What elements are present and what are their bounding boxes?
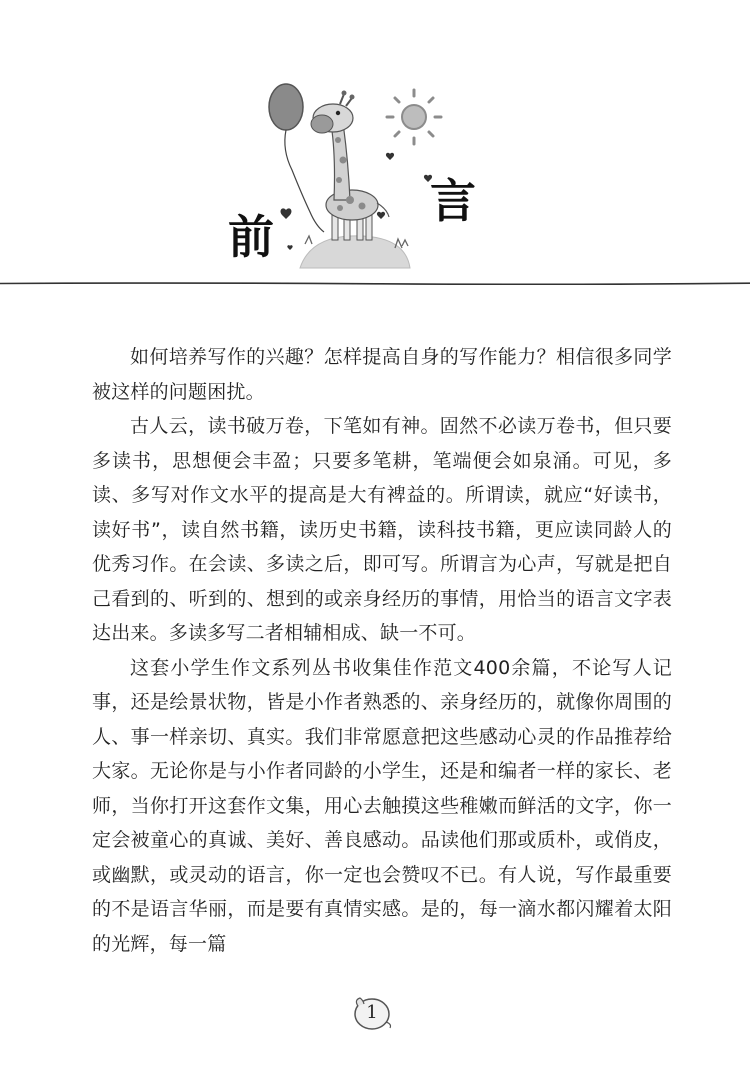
balloon-icon (269, 84, 324, 232)
page-number-badge (350, 994, 394, 1034)
page-number: 1 (366, 1002, 378, 1023)
title-char-qian: 前 (228, 210, 274, 264)
sun-icon (387, 90, 441, 144)
header-illustration (0, 0, 750, 300)
preface-body (92, 340, 672, 961)
paragraph: 如何培养写作的兴趣？怎样提高自身的写作能力？相信很多同学被这样的问题困扰。 (92, 346, 672, 403)
title-char-yan: 言 (430, 174, 476, 228)
giraffe-icon (311, 91, 389, 241)
paragraph: 古人云，读书破万卷，下笔如有神。固然不必读万卷书，但只要多读书，思想便会丰盈；只要多笔耕，笔端便会如泉涌。可见，多读、多写对作文水平的提高是大有裨益的。所谓读，就应“好读书，读好书”，读自然书籍，读历史书籍，读科技书籍，更应读同龄人的优秀习作。在会读、多读之后，即可写。所谓言为心声，写就是把自己看到的、听到的、想到的或亲身经历的事情，用恰当的语言文字表达出来。多读多写二者相辅相成、缺一不可。 (92, 415, 672, 644)
paragraph: 这套小学生作文系列丛书收集佳作范文400余篇，不论写人记事，还是绘景状物，皆是小作者熟悉的、亲身经历的，就像你周围的人、事一样亲切、真实。我们非常愿意把这些感动心灵的作品推荐给大家。无论你是与小作者同龄的小学生，还是和编者一样的家长、老师，当你打开这套作文集，用心去触摸这些稚嫩而鲜活的文字，你一定会被童心的真诚、美好、善良感动。品读他们那或质朴，或俏皮，或幽默，或灵动的语言，你一定也会赞叹不已。有人说，写作最重要的不是语言华丽，而是要有真情实感。是的，每一滴水都闪耀着太阳的光辉，每一篇 (92, 656, 672, 955)
header-divider (0, 282, 750, 285)
grass-mound-icon (300, 236, 410, 268)
